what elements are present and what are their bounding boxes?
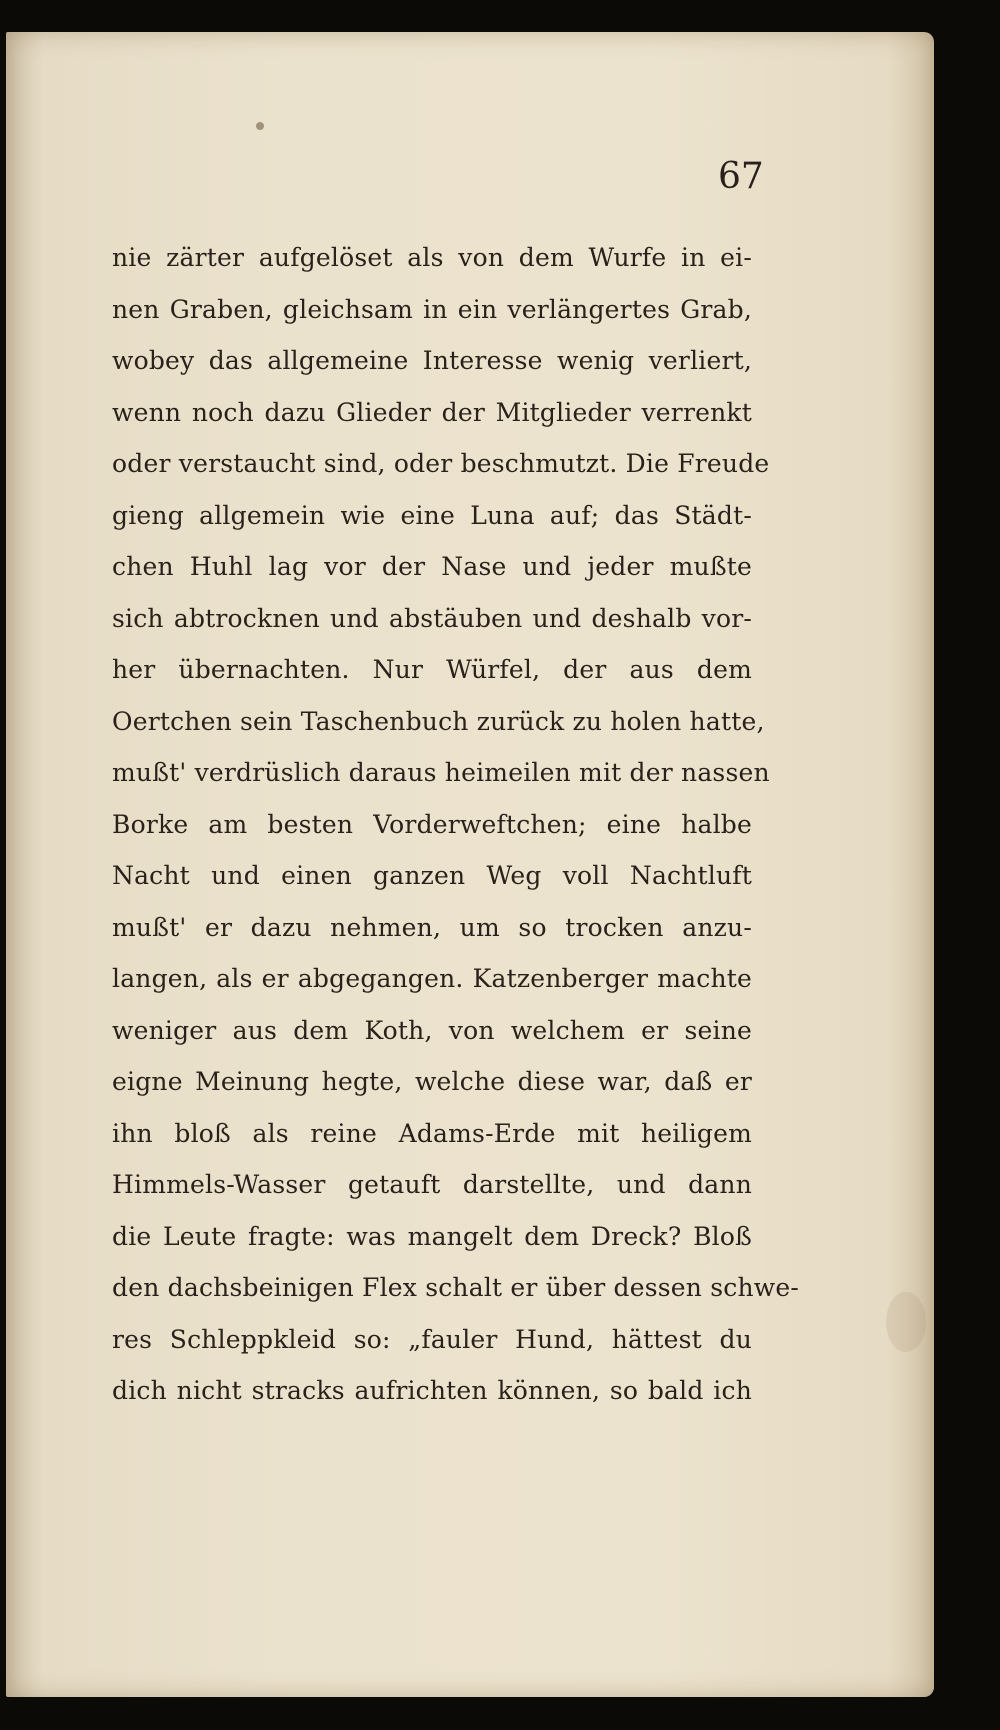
body-text (112, 232, 799, 1417)
text-line: mußt' er dazu nehmen, um so trocken anzu- (112, 912, 752, 942)
text-line: nen Graben, gleichsam in ein verlängertes Grab, (112, 294, 752, 324)
text-line: den dachsbeinigen Flex schalt er über dessen schwe- (112, 1273, 799, 1302)
text-line: Nacht und einen ganzen Weg voll Nachtluft (112, 861, 752, 890)
text-line: weniger aus dem Koth, von welchem er seine (112, 1015, 752, 1045)
text-line: die Leute fragte: was mangelt dem Dreck? Bloß (112, 1221, 752, 1251)
text-line: Borke am besten Vorderweftchen; eine halbe (112, 809, 752, 839)
text-line: chen Huhl lag vor der Nase und jeder mußte (112, 552, 752, 581)
text-line: dich nicht stracks aufrichten können, so bald ich (112, 1376, 752, 1405)
text-line: eigne Meinung hegte, welche diese war, daß er (112, 1067, 752, 1096)
text-line: Oertchen sein Taschenbuch zurück zu holen hatte, (112, 706, 765, 736)
page-number: 67 (718, 156, 764, 197)
ink-dot (256, 122, 264, 130)
text-line: wobey das allgemeine Interesse wenig verliert, (112, 346, 752, 375)
text-line: wenn noch dazu Glieder der Mitglieder verrenkt (112, 397, 752, 427)
text-line: res Schleppkleid so: „fauler Hund, hättest du (112, 1324, 752, 1354)
text-line: Himmels-Wasser getauft darstellte, und dann (112, 1170, 752, 1199)
text-line: her übernachten. Nur Würfel, der aus dem (112, 655, 752, 684)
text-line: gieng allgemein wie eine Luna auf; das Städt- (112, 500, 752, 530)
text-line: nie zärter aufgelöset als von dem Wurfe in ei- (112, 243, 752, 272)
text-line: mußt' verdrüslich daraus heimeilen mit der nassen (112, 758, 770, 787)
text-line: oder verstaucht sind, oder beschmutzt. Die Freude (112, 449, 770, 478)
text-line: ihn bloß als reine Adams-Erde mit heiligem (112, 1118, 752, 1148)
text-line: langen, als er abgegangen. Katzenberger machte (112, 964, 752, 993)
text-line: sich abtrocknen und abstäuben und deshalb vor- (112, 603, 752, 633)
paper-stain (886, 1292, 926, 1352)
